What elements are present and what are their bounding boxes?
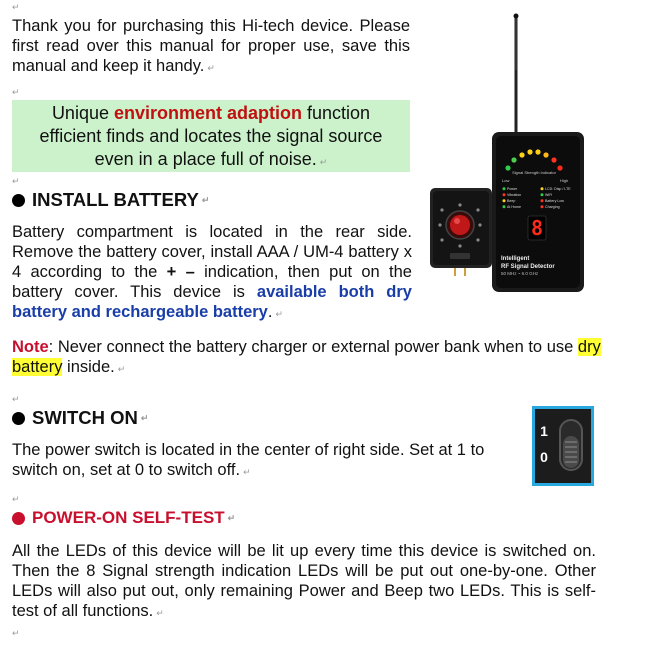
status-led [503,199,506,202]
intro-text: Thank you for purchasing this Hi-tech device. Please first read over this manual for proper use, save this manual and keep it handy. [12,17,410,75]
status-led [503,193,506,196]
switch-label-1: 1 [540,423,548,439]
status-led-label-left: Power [507,187,518,191]
switch-label-0: 0 [540,449,548,465]
status-led [541,193,544,196]
intro-paragraph: Thank you for purchasing this Hi-tech device. Please first read over this manual for proper use, save this manual and keep it handy. ↵ [12,17,410,75]
feature-emphasis: environment adaption [113,103,302,123]
status-led-label-right: LCD: Disp / LTE [545,187,571,191]
self-test-body: All the LEDs of this device will be lit up every time this device is switched on. Then the 8 Signal strength indication LEDs will be put out one-by-one. Other LEDs will also put out, only remaining Power and Beep two LEDs. This is self-test of all functions. ↵ [12,542,596,620]
feature-line-3: even in a place full of noise. [94,149,317,169]
status-led [503,205,506,208]
low-label: Low [502,178,510,183]
seven-segment-digit: 8 [530,216,544,240]
power-switch-illustration [532,406,594,486]
brand-label: Intelligent [501,256,530,262]
install-battery-body: Battery compartment is located in the rear side. Remove the battery cover, install AAA / UM-4 battery x 4 according to the + – indication, then put on the battery cover. This device is available both dry battery and rechargeable battery. ↵ [12,223,412,321]
status-led-label-right: Battery Low [545,199,564,203]
paragraph-mark: ↵ [12,2,20,12]
status-led-label-left: Vibration [507,193,522,197]
note-label: Note [12,338,49,356]
bullet-icon [12,194,25,207]
paragraph-mark: ↵ [12,394,20,404]
switch-on-heading: SWITCH ON ↵ [12,407,148,429]
dry-battery-highlight: dry battery [12,338,601,376]
status-led-label-left: Beep [507,199,516,203]
status-led-label-right: Charging [545,205,560,209]
status-led [541,187,544,190]
paragraph-mark: ↵ [12,176,20,186]
self-test-heading: POWER-ON SELF-TEST ↵ [12,508,235,528]
bullet-icon [12,412,25,425]
feature-highlight-box: Unique environment adaption function efficient finds and locates the signal source even in a place full of noise. ↵ [12,100,410,172]
high-label: High [560,178,569,183]
status-led-label-left: At Home [507,205,521,209]
paragraph-mark: ↵ [12,87,20,97]
install-battery-heading: INSTALL BATTERY ↵ [12,189,209,211]
status-led [541,199,544,202]
model-label: RF Signal Detector [501,264,555,270]
bullet-icon [12,512,25,525]
note-paragraph: Note: Never connect the battery charger or external power bank when to use dry battery inside. ↵ [12,338,601,376]
status-led-label-right: WiFi [545,193,553,197]
paragraph-mark: ↵ [12,494,20,504]
panel-title: Signal Strength Indicator [512,170,556,175]
device-illustration [428,10,608,295]
switch-on-body: The power switch is located in the center of right side. Set at 1 to switch on, set at 0 to switch off. ↵ [12,441,485,479]
feature-line-2: efficient finds and locates the signal source [39,126,383,146]
status-led [541,205,544,208]
battery-availability-emphasis: available both dry battery and rechargeable battery [12,283,412,321]
status-led [503,187,506,190]
paragraph-mark: ↵ [12,628,20,638]
range-label: 50 MHz ~ 6.0 GHz [501,271,539,276]
